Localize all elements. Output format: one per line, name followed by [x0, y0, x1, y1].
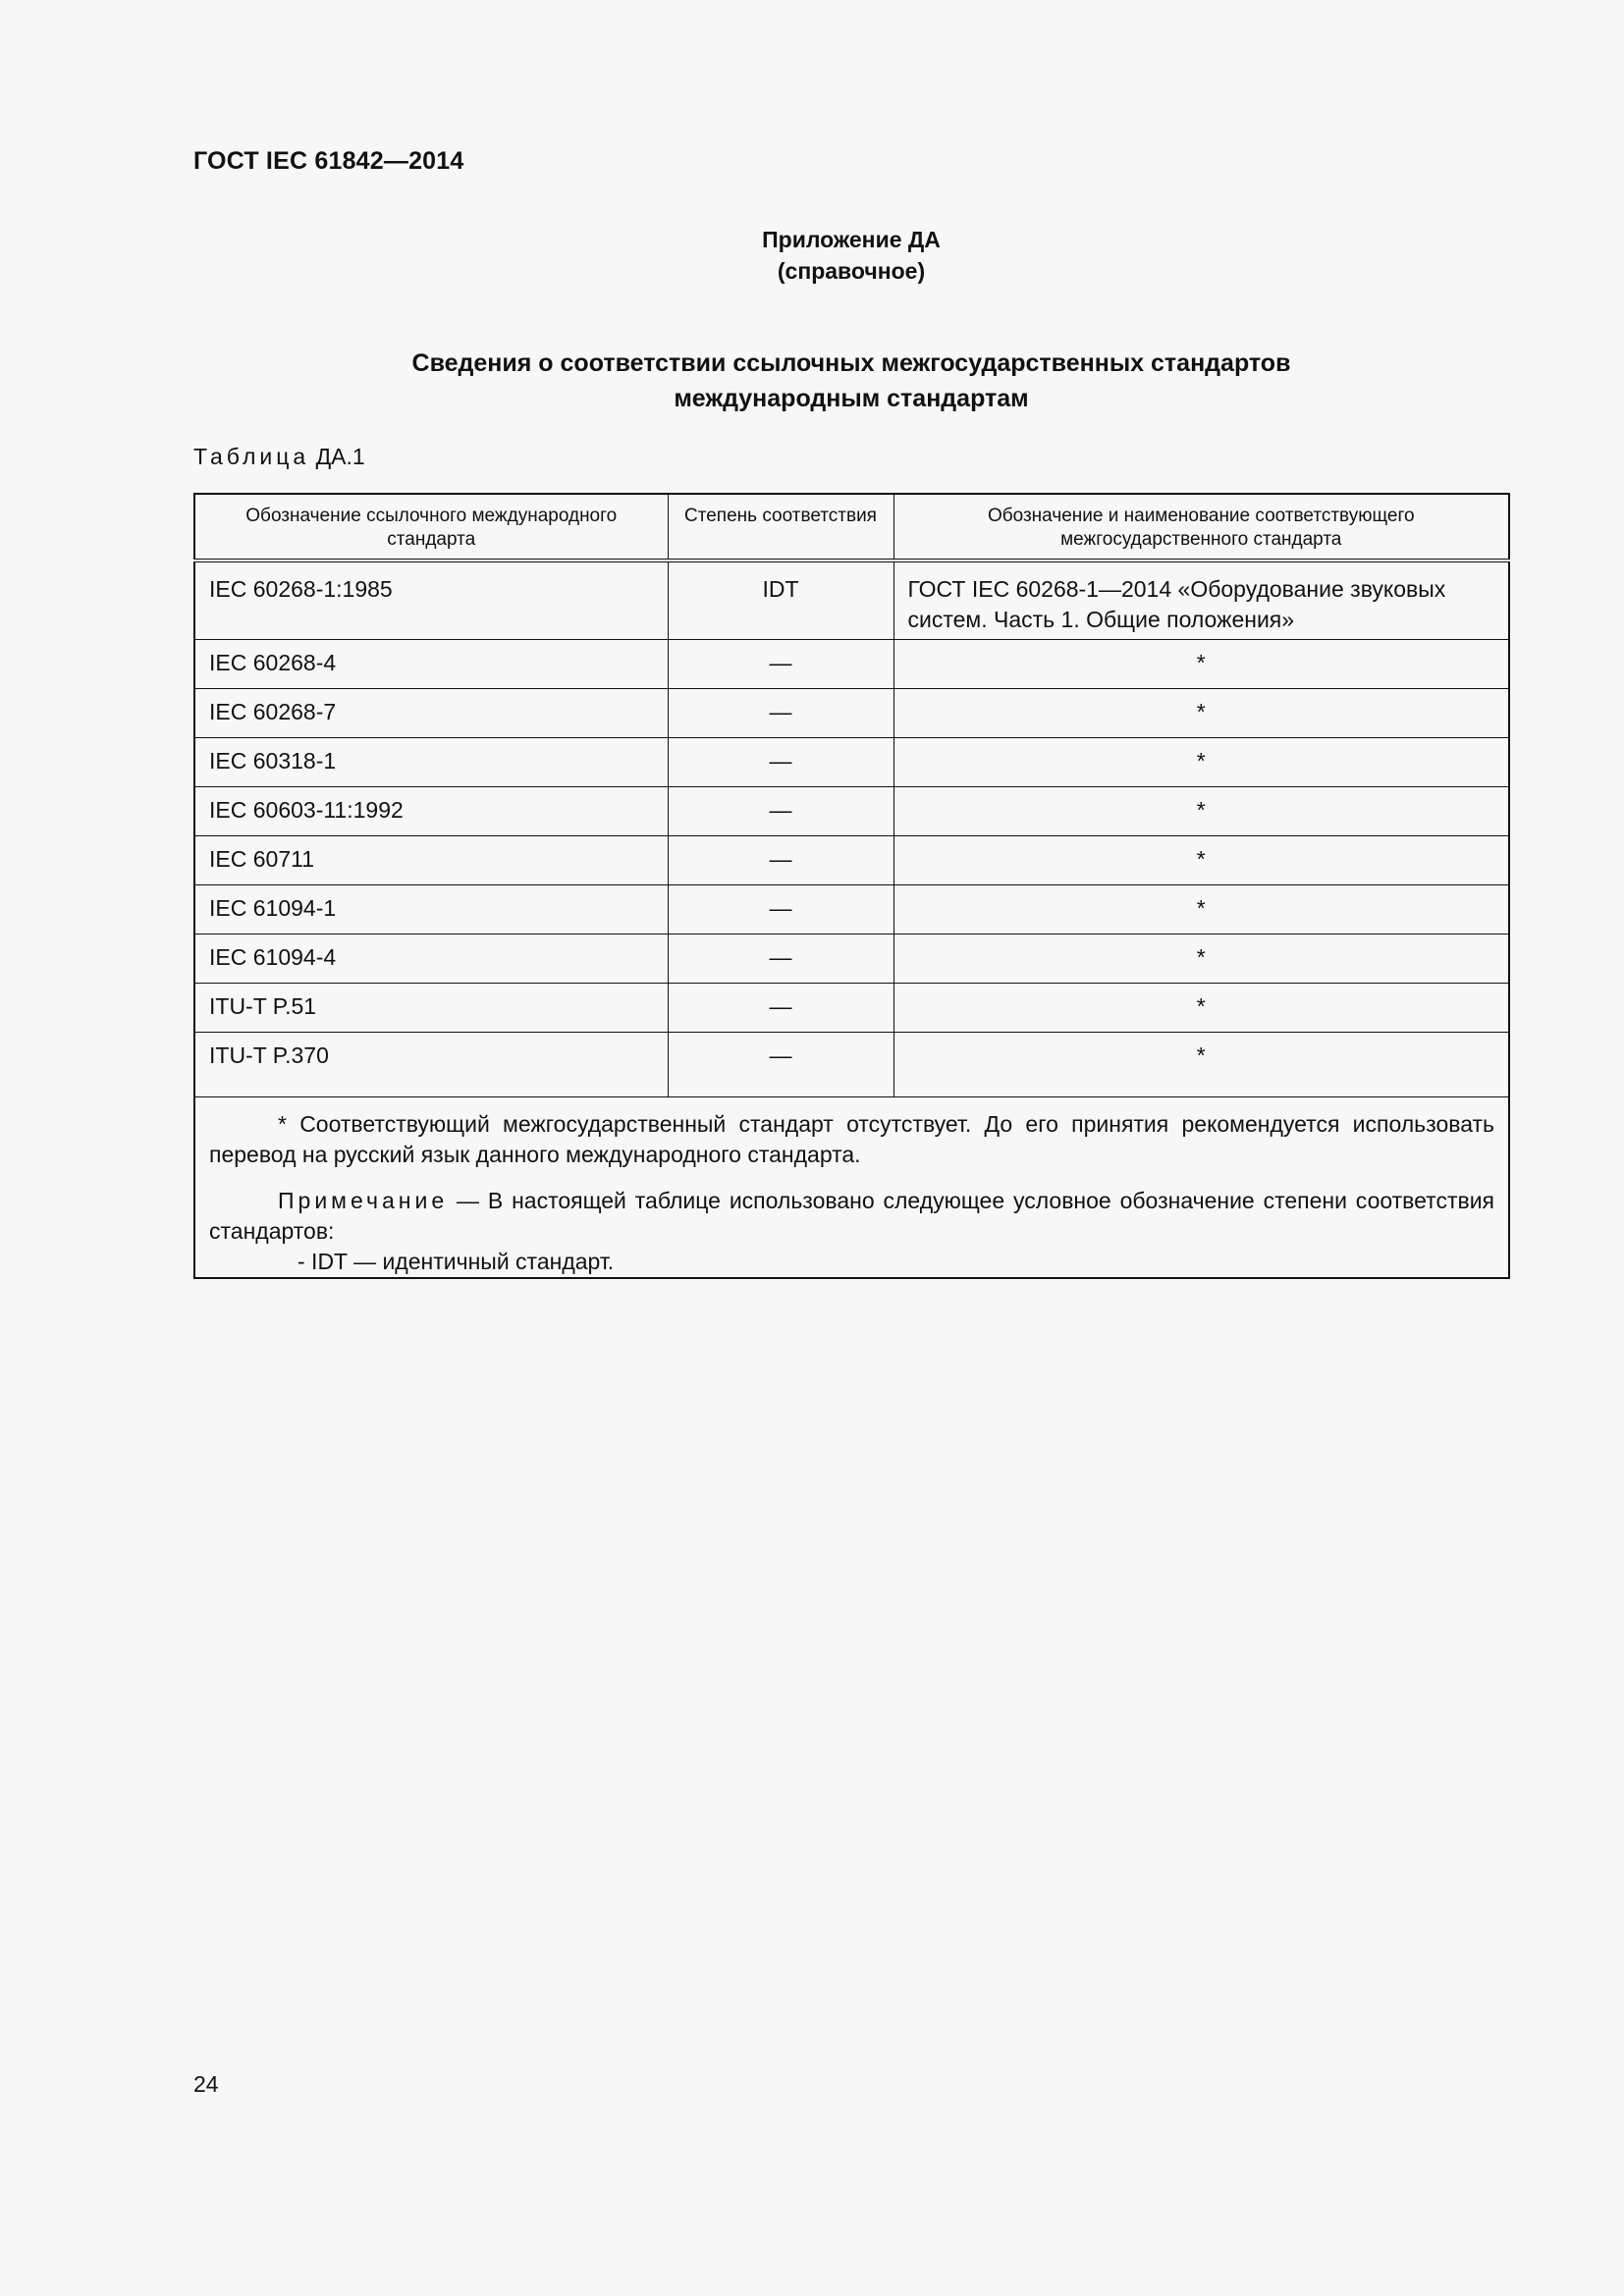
table-row	[194, 786, 1509, 835]
table-footnote: * Соответствующий межгосударственный стандарт отсутствует. До его принятия рекомендуется использовать перевод на русский язык данного международного стандарта.	[209, 1110, 1494, 1167]
cell-gost: *	[893, 737, 1509, 786]
cell-gost: *	[893, 983, 1509, 1032]
table-notes	[194, 1096, 1509, 1278]
cell-degree: —	[668, 1032, 893, 1096]
cell-ref: IEC 60318-1	[194, 737, 668, 786]
section-title	[0, 346, 1624, 416]
table-row	[194, 639, 1509, 688]
cell-ref: IEC 60268-4	[194, 639, 668, 688]
table-row	[194, 1032, 1509, 1096]
cell-degree: —	[668, 639, 893, 688]
appendix-subtitle: (справочное)	[777, 258, 926, 284]
cell-gost: *	[893, 835, 1509, 884]
table-row	[194, 835, 1509, 884]
cell-degree: —	[668, 983, 893, 1032]
cell-gost: *	[893, 688, 1509, 737]
cell-gost: *	[893, 1032, 1509, 1096]
table-caption-word: Таблица	[193, 444, 310, 469]
cell-degree: —	[668, 737, 893, 786]
table-header-row	[194, 494, 1509, 561]
cell-gost: *	[893, 934, 1509, 983]
table-notes-row	[194, 1096, 1509, 1278]
header-degree: Степень соответствия	[668, 494, 893, 561]
table-caption-id: ДА.1	[315, 444, 365, 469]
cell-degree: —	[668, 934, 893, 983]
cell-degree: —	[668, 688, 893, 737]
table-row	[194, 884, 1509, 934]
cell-ref: IEC 60268-7	[194, 688, 668, 737]
cell-gost: *	[893, 786, 1509, 835]
cell-ref: IEC 60268-1:1985	[194, 561, 668, 639]
cell-degree: —	[668, 835, 893, 884]
section-title-line2: международным стандартам	[674, 385, 1029, 412]
cell-gost: *	[893, 884, 1509, 934]
table-row	[194, 934, 1509, 983]
page-number: 24	[193, 2071, 219, 2097]
appendix-title: Приложение ДА	[762, 227, 941, 252]
table-row	[194, 737, 1509, 786]
cell-ref: ITU-T P.370	[194, 1032, 668, 1096]
table-row	[194, 561, 1509, 639]
table-row	[194, 688, 1509, 737]
cell-degree: —	[668, 786, 893, 835]
cell-gost: ГОСТ IEC 60268-1—2014 «Оборудование звуковых систем. Часть 1. Общие положения»	[893, 561, 1509, 639]
cell-ref: IEC 60603-11:1992	[194, 786, 668, 835]
cell-ref: ITU-T P.51	[194, 983, 668, 1032]
note-list-item: - IDT — идентичный стандарт.	[298, 1248, 615, 1274]
header-gost-standard: Обозначение и наименование соответствующего межгосударственного стандарта	[893, 494, 1509, 561]
appendix-heading	[0, 224, 1624, 287]
table-note	[209, 1186, 1494, 1247]
section-title-line1: Сведения о соответствии ссылочных межгосударственных стандартов	[411, 349, 1291, 377]
cell-degree: IDT	[668, 561, 893, 639]
cell-degree: —	[668, 884, 893, 934]
header-ref-standard: Обозначение ссылочного международного стандарта	[194, 494, 668, 561]
cell-ref: IEC 60711	[194, 835, 668, 884]
note-text: — В настоящей таблице использовано следующее условное обозначение степени соответствия стандартов:	[209, 1187, 1494, 1244]
document-header: ГОСТ IEC 61842—2014	[193, 147, 464, 175]
table-row	[194, 983, 1509, 1032]
table-caption	[193, 444, 365, 470]
cell-gost: *	[893, 639, 1509, 688]
cell-ref: IEC 61094-4	[194, 934, 668, 983]
note-label: Примечание	[278, 1187, 449, 1213]
standards-table	[193, 493, 1510, 1279]
cell-ref: IEC 61094-1	[194, 884, 668, 934]
